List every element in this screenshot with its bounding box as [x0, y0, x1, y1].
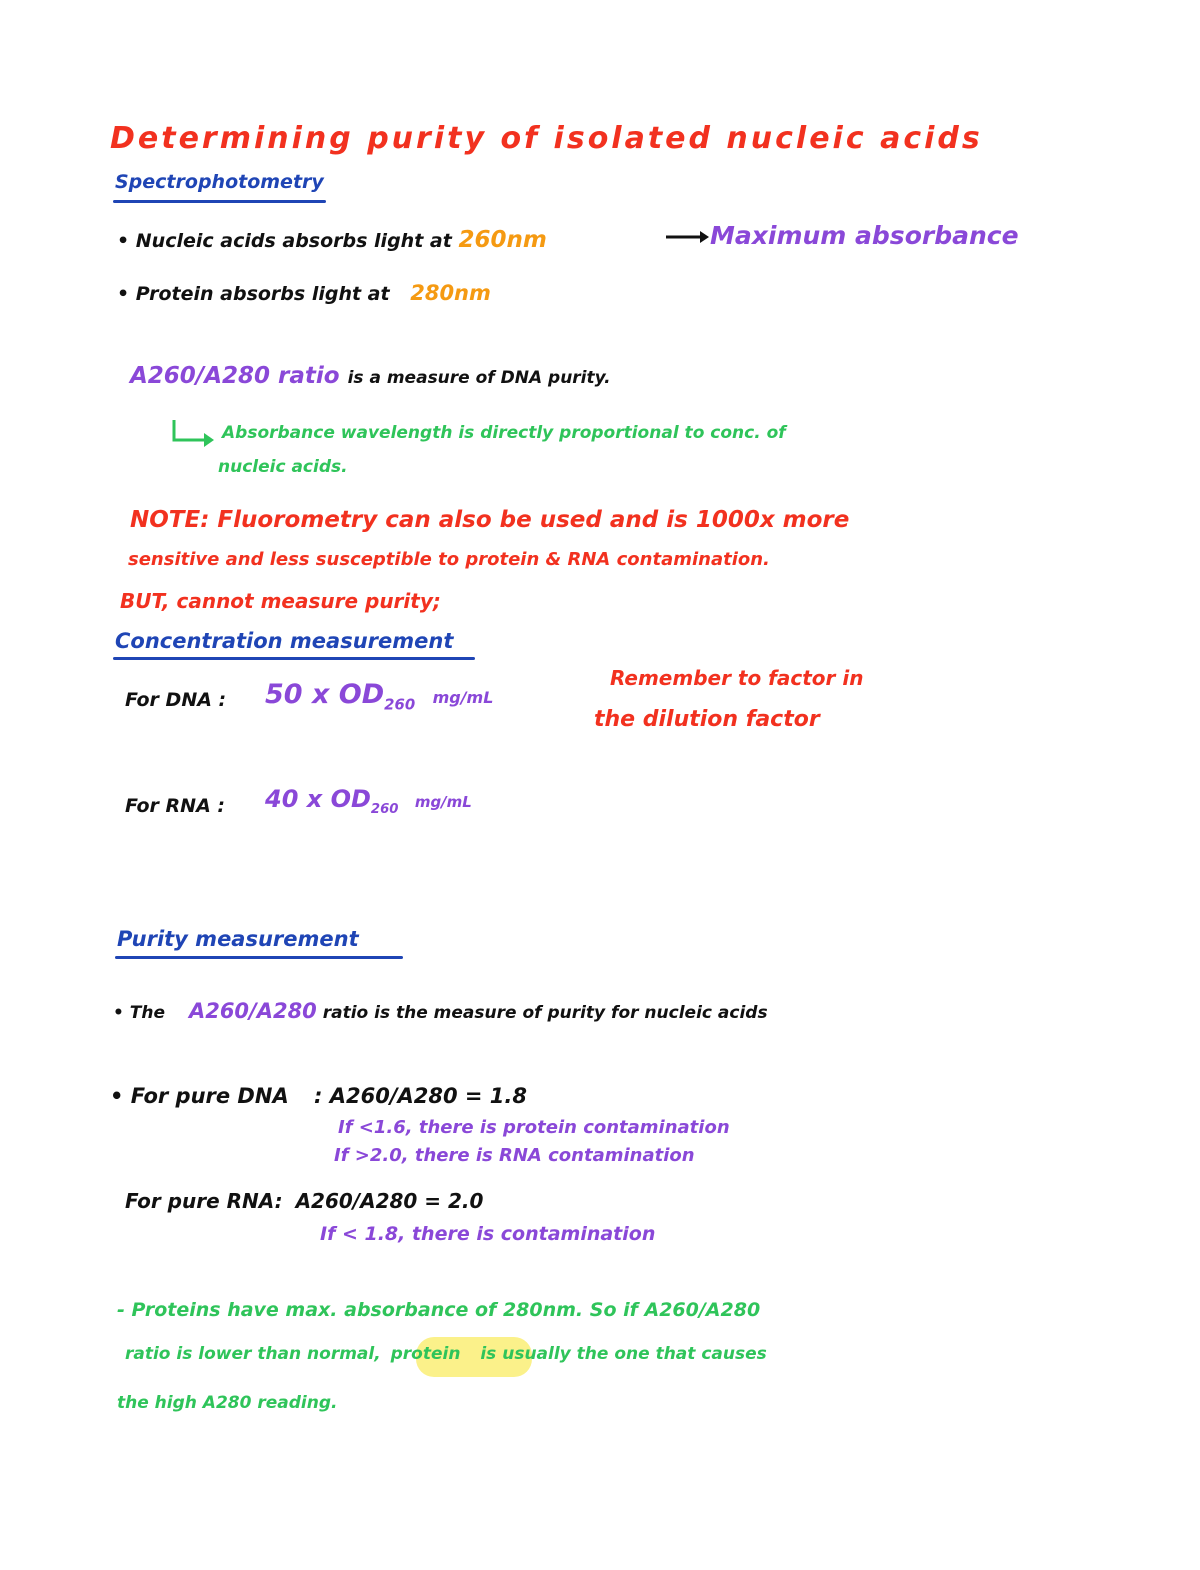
ratio-rest: is a measure of DNA purity. — [347, 368, 611, 388]
rna-condition: If < 1.8, there is contamination — [320, 1223, 656, 1245]
maximum-absorbance: Maximum absorbance — [710, 221, 1019, 250]
rna-conc-formula — [265, 786, 472, 817]
ratio-term: A260/A280 — [188, 999, 317, 1023]
dna-conc-formula — [265, 680, 493, 713]
bullet-text: Nucleic acids absorbs light at — [135, 230, 452, 252]
bullet-protein-absorb — [117, 282, 491, 305]
page-title: Determining purity of isolated nucleic acids — [110, 121, 983, 156]
pure-rna-value: A260/A280 = 2.0 — [295, 1189, 484, 1213]
note-line3: BUT, cannot measure purity; — [120, 589, 441, 613]
pure-dna-line — [110, 1085, 527, 1108]
formula-main: 40 x OD — [265, 785, 371, 813]
bullet-dot: • — [117, 283, 136, 305]
dna-condition-protein: If <1.6, there is protein contamination — [338, 1117, 730, 1138]
dna-conc-label: For DNA : — [125, 689, 227, 711]
footnote-text: is usually the one that causes — [480, 1344, 767, 1364]
bullet-text: ratio is the measure of purity for nucleic acids — [322, 1003, 768, 1023]
wavelength-280: 280nm — [410, 281, 491, 305]
ratio-statement — [130, 364, 611, 389]
bullet-nucleic-absorb — [117, 228, 547, 253]
bullet-text: Protein absorbs light at — [135, 283, 390, 305]
bullet-dot: • — [113, 1003, 130, 1023]
note-line1: NOTE: Fluorometry can also be used and is 1000x more — [130, 507, 850, 533]
arrow-note-line2: nucleic acids. — [218, 457, 348, 477]
purity-heading: Purity measurement — [117, 927, 359, 951]
pure-rna-label: For pure RNA: — [125, 1189, 283, 1213]
formula-subscript: 260 — [384, 695, 416, 714]
right-arrow-icon — [664, 230, 710, 244]
formula-main: 50 x OD — [265, 679, 385, 710]
dna-condition-rna: If >2.0, there is RNA contamination — [334, 1145, 695, 1166]
heading-underline — [113, 200, 326, 203]
concentration-heading: Concentration measurement — [115, 629, 454, 653]
footnote-line3: the high A280 reading. — [117, 1393, 338, 1413]
ratio-term: A260/A280 ratio — [130, 363, 340, 389]
pure-rna-line — [125, 1190, 483, 1212]
bullet-dot: • — [117, 230, 136, 252]
pure-dna-value: : A260/A280 = 1.8 — [314, 1084, 527, 1108]
reminder-line2: the dilution factor — [594, 707, 820, 732]
formula-subscript: 260 — [370, 801, 399, 817]
heading-underline — [115, 956, 403, 959]
heading-underline — [113, 657, 475, 660]
bullet-dot: • — [110, 1084, 131, 1108]
highlighted-word: protein — [390, 1344, 461, 1364]
pure-dna-label: For pure DNA — [130, 1084, 289, 1108]
footnote-line1: - Proteins have max. absorbance of 280nm. So if A260/A280 — [117, 1299, 761, 1321]
footnote-text: ratio is lower than normal, — [125, 1344, 381, 1364]
footnote-line2 — [125, 1345, 767, 1364]
bullet-text: The — [129, 1003, 166, 1023]
arrow-note-line1: Absorbance wavelength is directly proportional to conc. of — [222, 423, 786, 443]
note-line2: sensitive and less susceptible to protein & RNA contamination. — [128, 549, 770, 570]
formula-unit: mg/mL — [432, 688, 494, 707]
curved-arrow-icon — [170, 418, 216, 448]
wavelength-260: 260nm — [458, 227, 547, 253]
formula-unit: mg/mL — [414, 793, 472, 811]
rna-conc-label: For RNA : — [125, 795, 225, 817]
bullet-ratio-measure — [113, 1000, 768, 1023]
reminder-line1: Remember to factor in — [610, 666, 864, 690]
spectrophotometry-heading: Spectrophotometry — [115, 171, 324, 193]
